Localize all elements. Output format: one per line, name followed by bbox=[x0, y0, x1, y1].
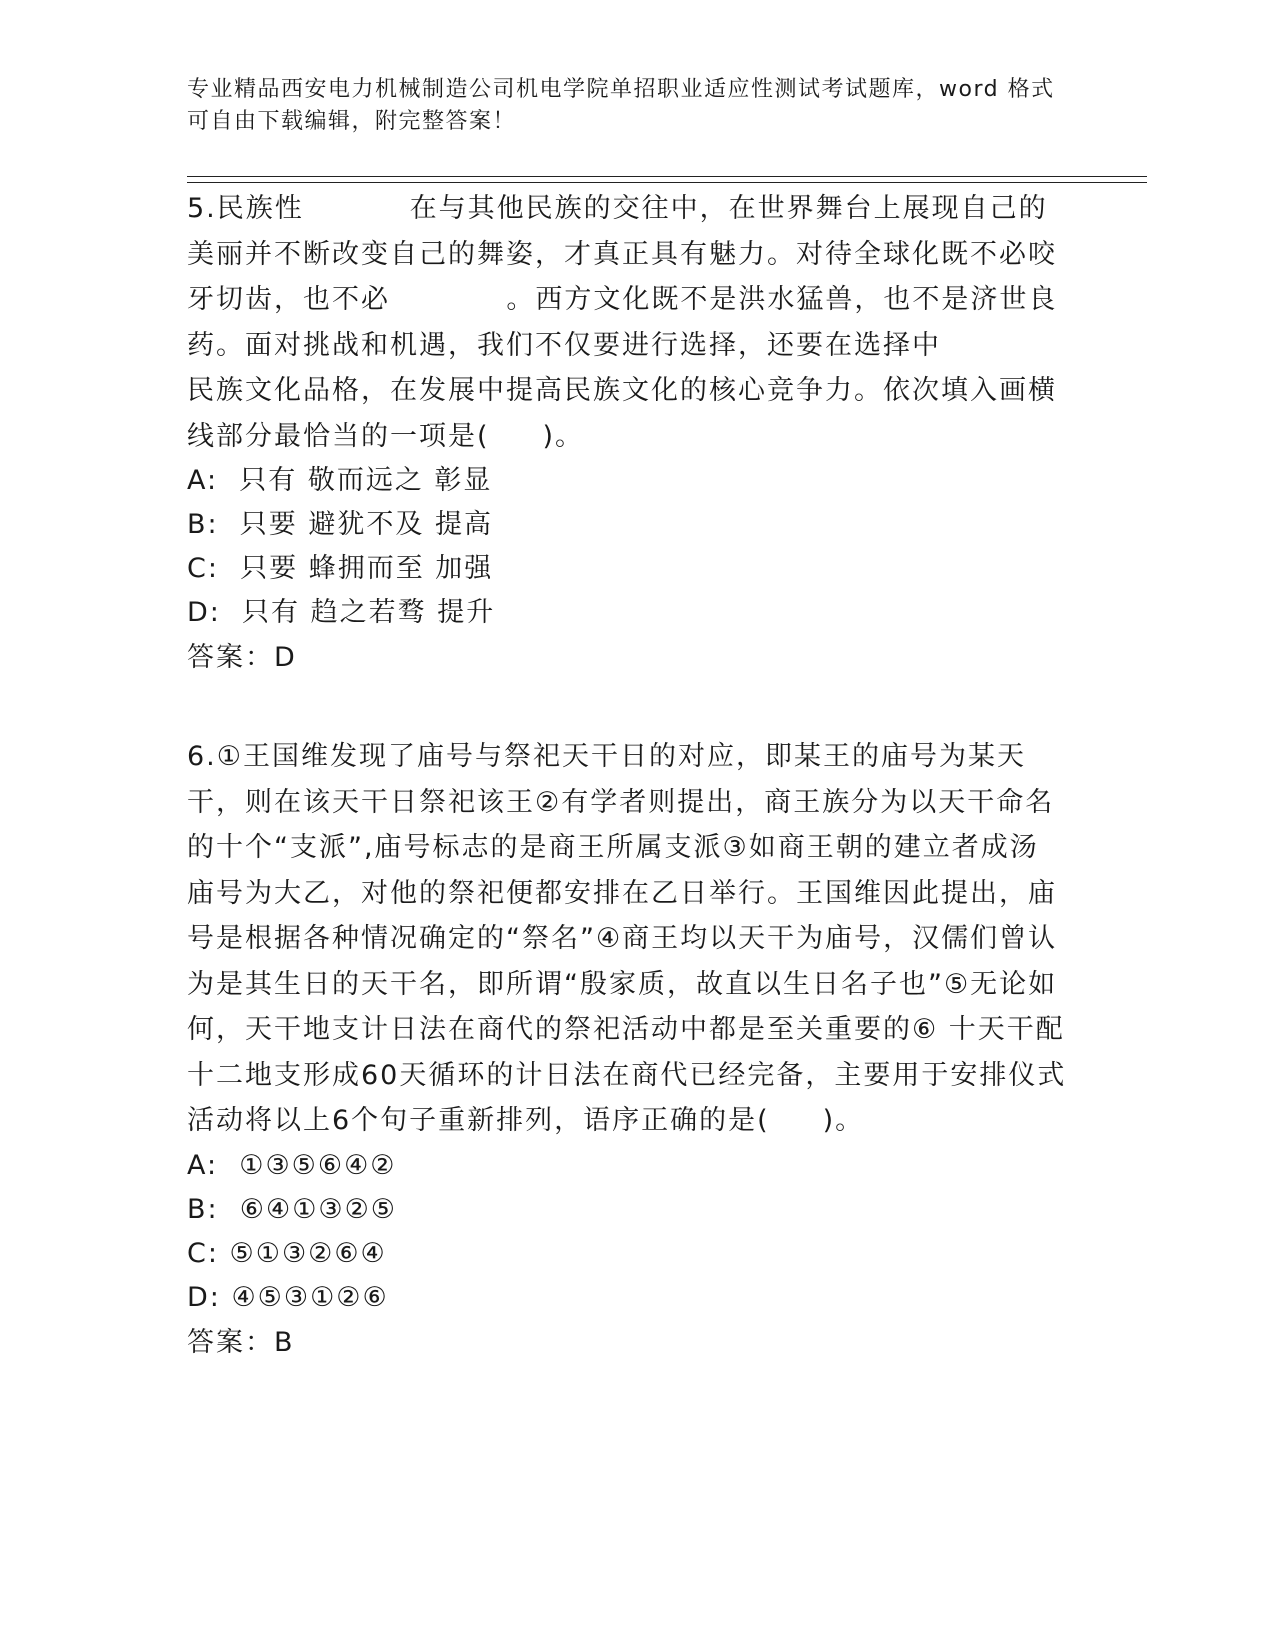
option-d: D: ④⑤③①②⑥ bbox=[187, 1281, 389, 1313]
option-b: B: ⑥④①③②⑤ bbox=[187, 1193, 398, 1225]
header-rule bbox=[187, 182, 1147, 183]
question-stem: 6.①王国维发现了庙号与祭祀天干日的对应，即某王的庙号为某天干，则在该天干日祭祀该王②有学者则提出，商王族分为以天干命名的十个“支派”,庙号标志的是商王所属支派③如商王朝的建立者成汤庙号为大乙，对他的祭祀便都安排在乙日举行。王国维因此提出，庙号是根据各种情况确定的“祭名”④商王均以天干为庙号，汉儒们曾认为是其生日的天干名，即所谓“殷家质，故直以生日名子也”⑤无论如何，天干地支计日法在商代的祭祀活动中都是至关重要的⑥ 十天干配十二地支形成60天循环的计日法在商代已经完备，主要用于安排仪式活动将以上6个句子重新排列，语序正确的是( )。 bbox=[187, 741, 1067, 1136]
question-6 bbox=[187, 734, 1067, 1366]
option-b: B: 只要 避犹不及 提高 bbox=[187, 509, 493, 540]
answer: 答案：D bbox=[187, 642, 297, 673]
option-a: A: 只有 敬而远之 彰显 bbox=[187, 465, 493, 496]
question-stem: 5.民族性 在与其他民族的交往中，在世界舞台上展现自己的美丽并不断改变自己的舞姿，才真正具有魅力。对待全球化既不必咬牙切齿，也不必 。西方文化既不是洪水猛兽，也不是济世良药。面对挑战和机遇，我们不仅要进行选择，还要在选择中 民族文化品格，在发展中提高民族文化的核心竞争力。依次填入画横线部分最恰当的一项是( )。 bbox=[187, 193, 1058, 452]
page-header: 专业精品西安电力机械制造公司机电学院单招职业适应性测试考试题库，word 格式可自由下载编辑，附完整答案！ bbox=[187, 77, 1055, 134]
question-5 bbox=[187, 186, 1067, 681]
option-c: C: ⑤①③②⑥④ bbox=[187, 1237, 387, 1269]
answer: 答案：B bbox=[187, 1326, 295, 1358]
option-a: A: ①③⑤⑥④② bbox=[187, 1149, 397, 1181]
option-c: C: 只要 蜂拥而至 加强 bbox=[187, 553, 494, 584]
option-d: D: 只有 趋之若骛 提升 bbox=[187, 597, 496, 628]
header-rule bbox=[187, 176, 1147, 177]
